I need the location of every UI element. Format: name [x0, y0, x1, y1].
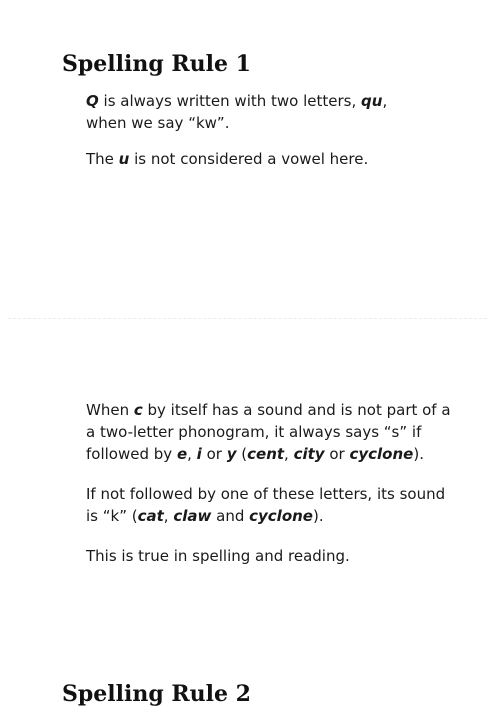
text-segment: ,: [284, 445, 294, 463]
rule-2-paragraph-3: [86, 545, 466, 567]
highlight-city: city: [293, 445, 325, 463]
highlight-i: i: [196, 445, 202, 463]
text-segment: When: [86, 401, 134, 419]
highlight-cyclone: cyclone: [349, 445, 414, 463]
rule-1-paragraph-1-line-1: [86, 92, 387, 110]
rule-2-paragraph-2-line-2: [86, 507, 324, 525]
highlight-cent: cent: [247, 445, 285, 463]
text-segment: is “k” (: [86, 507, 138, 525]
text-segment: or: [201, 445, 227, 463]
rule-1-paragraph-2-line-1: [86, 150, 368, 168]
rule-1-paragraph-2: [86, 148, 466, 170]
rule-1-title: Spelling Rule 1: [62, 51, 251, 77]
text-segment: The: [86, 150, 119, 168]
text-segment: ).: [313, 507, 324, 525]
text-segment: followed by: [86, 445, 177, 463]
rule-2-paragraph-3-line-1: This is true in spelling and reading.: [86, 547, 350, 565]
text-segment: ).: [413, 445, 424, 463]
rule-2-paragraph-2: [86, 483, 466, 527]
text-segment: (: [236, 445, 248, 463]
text-segment: is always written with two letters,: [98, 92, 362, 110]
rule-1-card: [0, 0, 495, 318]
text-segment: ,: [187, 445, 197, 463]
text-segment: ,: [163, 507, 174, 525]
rule-2-title: Spelling Rule 2: [62, 681, 251, 707]
highlight-claw: claw: [173, 507, 212, 525]
text-segment: is not considered a vowel here.: [129, 150, 369, 168]
text-segment: and: [211, 507, 250, 525]
rule-1-paragraph-1-line-2: when we say “kw”.: [86, 114, 230, 132]
highlight-cyclone-2: cyclone: [249, 507, 313, 525]
text-segment: ,: [382, 92, 388, 110]
rule-2-paragraph-2-line-1: If not followed by one of these letters, its sound: [86, 485, 446, 503]
highlight-u: u: [118, 150, 130, 168]
text-segment: by itself has a sound and is not part of a: [142, 401, 451, 419]
highlight-e: e: [176, 445, 188, 463]
text-segment: or: [324, 445, 350, 463]
rule-2-paragraph-1: [86, 399, 466, 465]
highlight-q: Q: [86, 92, 99, 110]
rule-2-paragraph-1-line-3: [86, 445, 424, 463]
rule-2-paragraph-1-line-1: [86, 401, 451, 419]
rule-2-paragraph-1-line-2: a two-letter phonogram, it always says “s” if: [86, 423, 422, 441]
rule-1-paragraph-1: [86, 90, 466, 134]
rule-2-card: [0, 318, 495, 707]
highlight-y: y: [226, 445, 237, 463]
highlight-c: c: [133, 401, 143, 419]
highlight-qu: qu: [361, 92, 383, 110]
highlight-cat: cat: [137, 507, 164, 525]
